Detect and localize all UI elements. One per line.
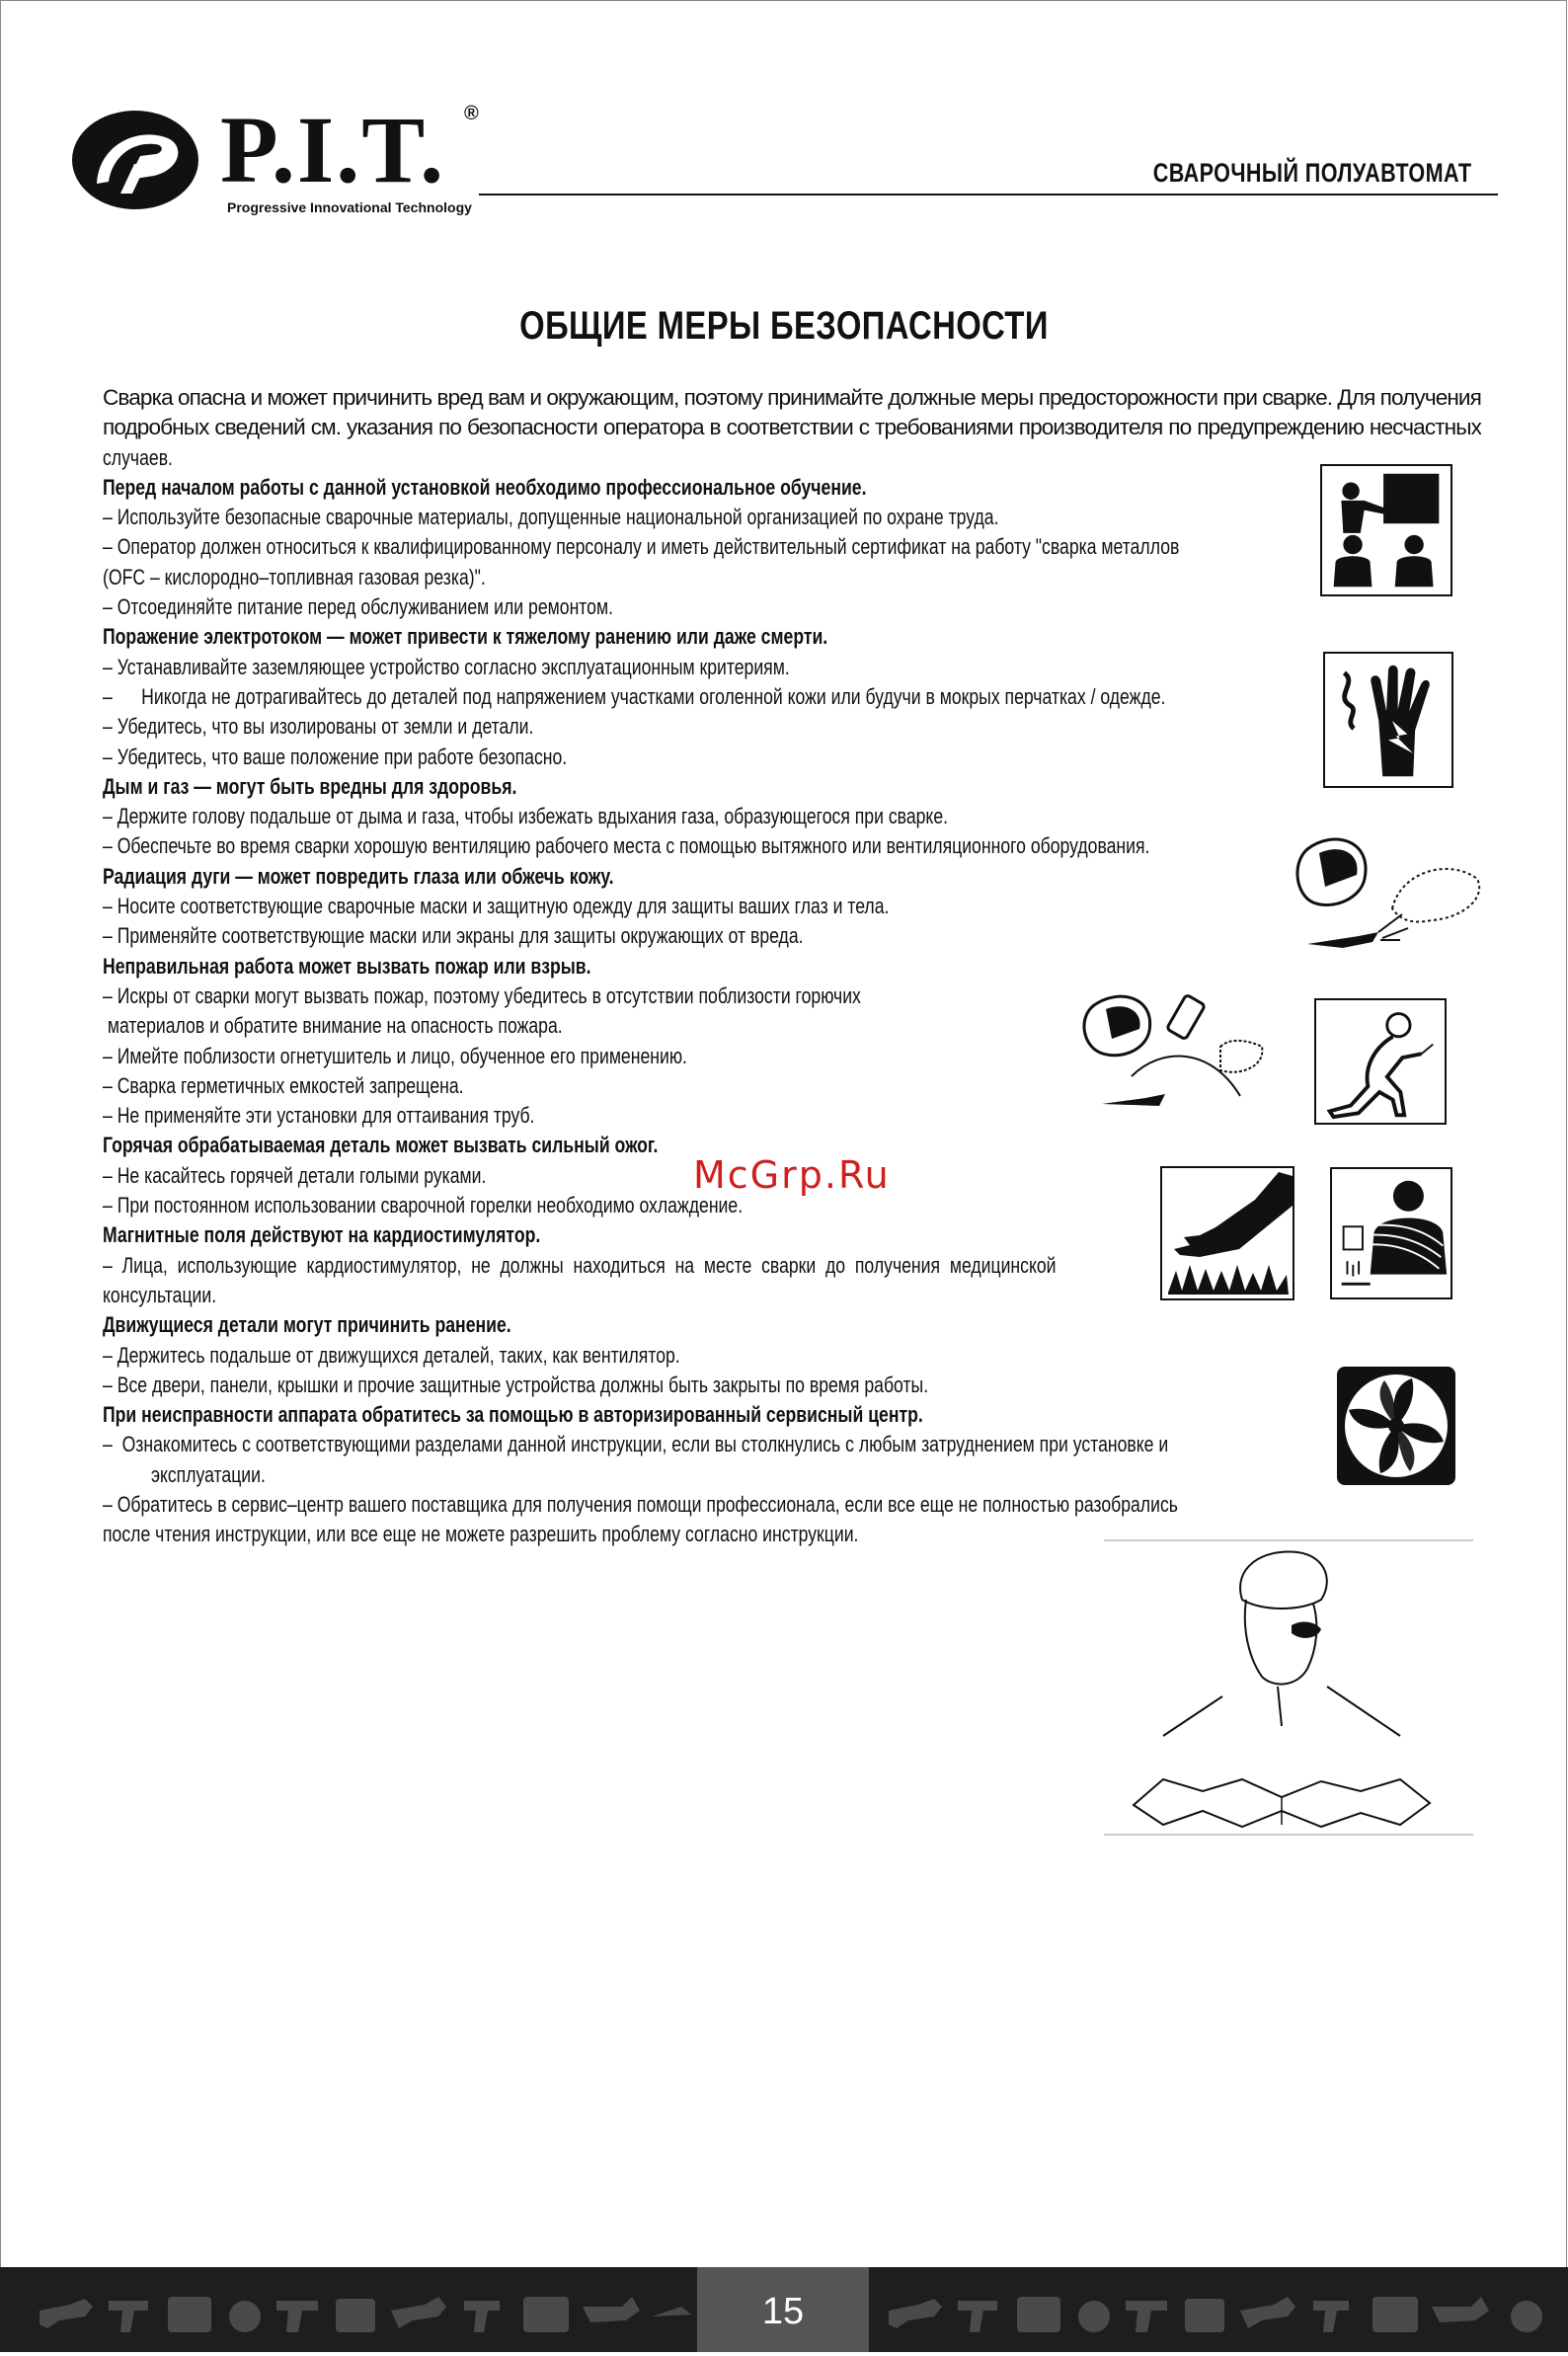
section-heading: Движущиеся детали могут причинить ранение. (103, 1312, 511, 1338)
section-line: – Убедитесь, что вы изолированы от земли и детали. (103, 714, 534, 740)
section-line: – Обеспечьте во время сварки хорошую вентиляцию рабочего места с помощью вытяжного или вентиляционного оборудования. (103, 833, 1150, 859)
hot-workpiece-icon (1160, 1166, 1294, 1300)
section-heading: Поражение электротоком — может привести к тяжелому ранению или даже смерти. (103, 624, 828, 650)
section-line: – Никогда не дотрагивайтесь до деталей под напряжением участками оголенной кожи или будучи в мокрых перчатках / одежде. (103, 683, 1166, 709)
section-line: – При постоянном использовании сварочной горелки необходимо охлаждение. (103, 1193, 744, 1218)
section-line: – Не касайтесь горячей детали голыми руками. (103, 1162, 487, 1188)
intro-line: Сварка опасна и может причинить вред вам и окружающим, поэтому принимайте должные меры предосторожности при сварке. Для получения (103, 385, 1481, 410)
section-line: – Имейте поблизости огнетушитель и лицо, обученное его применению. (103, 1043, 687, 1068)
fan-icon (1335, 1365, 1457, 1487)
section-line: – Держитесь подальше от движущихся деталей, таких, как вентилятор. (103, 1342, 680, 1368)
electric-shock-icon (1323, 652, 1453, 788)
section-line: – Все двери, панели, крышки и прочие защитные устройства должны быть закрыты по время работы. (103, 1372, 929, 1397)
section-line: консультации. (103, 1282, 217, 1307)
section-line: – Лица, использующие кардиостимулятор, не должны находиться на месте сварки до получения медицинской (103, 1252, 1057, 1278)
page-number: 15 (697, 2267, 869, 2352)
section-line: – Сварка герметичных емкостей запрещена. (103, 1072, 464, 1098)
registered-mark: ® (464, 103, 479, 124)
section-line: материалов и обратите внимание на опасность пожара. (103, 1013, 563, 1039)
brand-name: P.I.T. (220, 97, 446, 202)
brand-tagline: Progressive Innovational Technology (227, 199, 472, 215)
section-line: – Искры от сварки могут вызвать пожар, поэтому убедитесь в отсутствии поблизости горючих (103, 982, 861, 1008)
section-line: после чтения инструкции, или все еще не можете разрешить проблему согласно инструкции. (103, 1522, 859, 1547)
section-line: – Применяйте соответствующие маски или экраны для защиты окружающих от вреда. (103, 923, 804, 949)
section-heading: Дым и газ — могут быть вредны для здоровья. (103, 773, 517, 799)
section-line: – Устанавливайте заземляющее устройство согласно эксплуатационным критериям. (103, 654, 790, 679)
pit-logo-mark-icon (69, 105, 202, 215)
page-title: ОБЩИЕ МЕРЫ БЕЗОПАСНОСТИ (519, 304, 1049, 348)
section-line: – Используйте безопасные сварочные материалы, допущенные национальной организацией по охране труда. (103, 505, 999, 530)
section-line: (OFC – кислородно–топливная газовая резка)". (103, 564, 486, 589)
safety-text (103, 383, 1485, 1550)
section-heading: Радиация дуги — может повредить глаза или обжечь кожу. (103, 863, 614, 889)
section-line: – Носите соответствующие сварочные маски и защитную одежду для защиты ваших глаз и тела. (103, 894, 890, 919)
fire-hazard-icon (1072, 987, 1280, 1126)
welding-mask-icon (1284, 829, 1495, 960)
section-line: – Убедитесь, что ваше положение при работе безопасно. (103, 744, 568, 769)
section-line: – Оператор должен относиться к квалифицированному персоналу и иметь действительный сертификат на работу "сварка металлов (103, 534, 1180, 560)
intro-line: случаев. (103, 444, 173, 470)
section-line: – Отсоединяйте питание перед обслуживанием или ремонтом. (103, 594, 613, 620)
section-heading: Горячая обрабатываемая деталь может вызвать сильный ожог. (103, 1133, 659, 1158)
pit-logo (69, 97, 494, 221)
pacemaker-icon (1330, 1167, 1452, 1299)
header-title: СВАРОЧНЫЙ ПОЛУАВТОМАТ (1152, 158, 1471, 188)
training-icon (1320, 464, 1452, 596)
section-line: – Держите голову подальше от дыма и газа, чтобы избежать вдыхания газа, образующегося при сварке. (103, 804, 949, 829)
section-heading: Магнитные поля действуют на кардиостимулятор. (103, 1222, 541, 1248)
section-line: эксплуатации. (103, 1461, 266, 1487)
section-heading: Перед началом работы с данной установкой необходимо профессиональное обучение. (103, 474, 867, 500)
welder-kneeling-icon (1314, 998, 1447, 1125)
intro-line: подробных сведений см. указания по безопасности оператора в соответствии с требованиями производителя по предупреждению несчастных (103, 415, 1481, 440)
section-heading: Неправильная работа может вызвать пожар или взрыв. (103, 953, 591, 979)
section-line: – Не применяйте эти установки для оттаивания труб. (103, 1103, 535, 1129)
reader-sketch-icon (1104, 1538, 1473, 1837)
section-line: – Ознакомитесь с соответствующими разделами данной инструкции, если вы столкнулись с любым затруднением при установке и (103, 1432, 1169, 1457)
header-rule (479, 194, 1498, 196)
section-line: – Обратитесь в сервис–центр вашего поставщика для получения помощи профессионала, если все еще не полностью разобрались (103, 1491, 1178, 1517)
section-heading: При неисправности аппарата обратитесь за помощью в авторизированный сервисный центр. (103, 1402, 923, 1428)
watermark-text: McGrp.Ru (693, 1153, 891, 1197)
